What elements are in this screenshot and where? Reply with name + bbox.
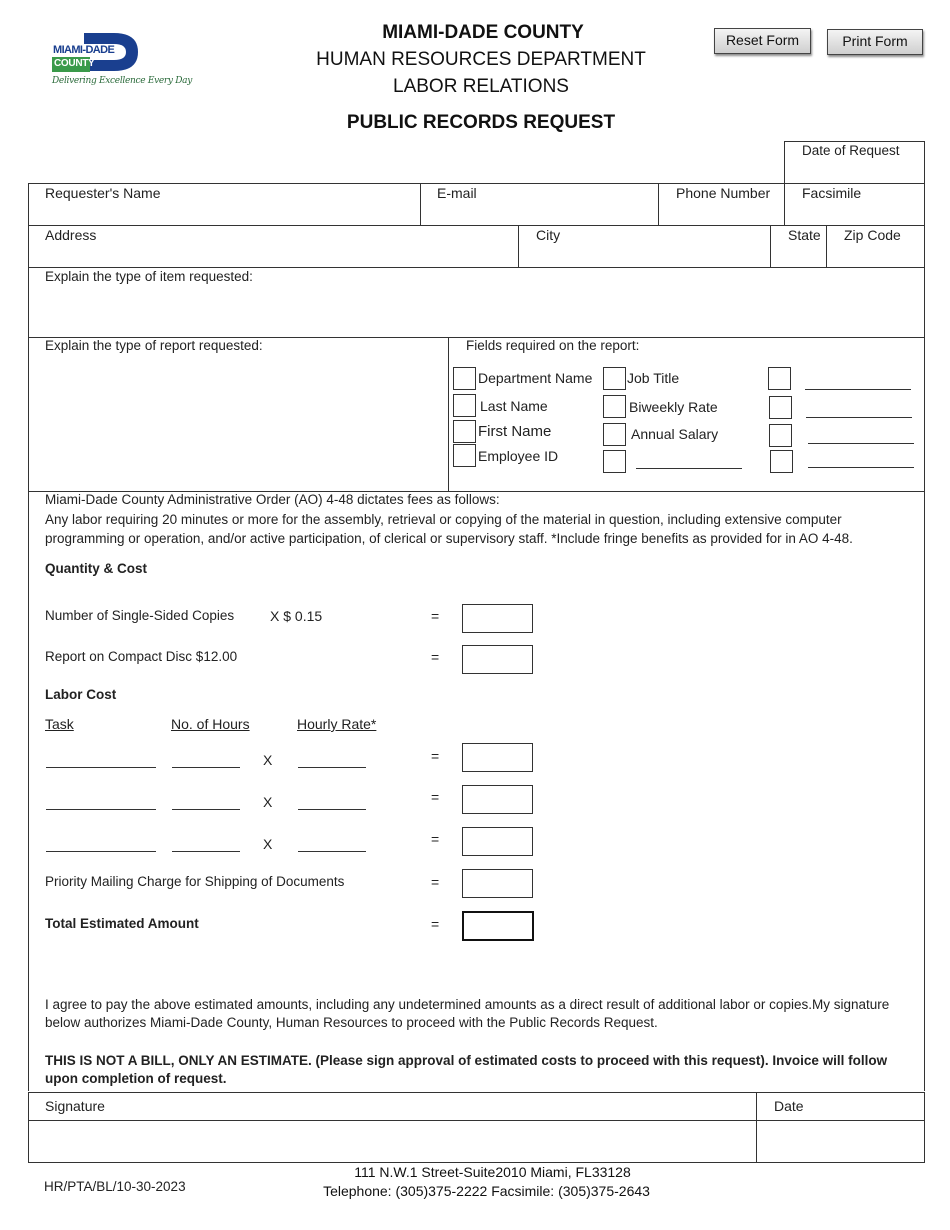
item-requested-label: Explain the type of item requested: (45, 269, 253, 284)
times-sign: X (263, 836, 273, 852)
labor-row-2-amount[interactable] (462, 785, 533, 814)
mailing-charge-amount[interactable] (462, 869, 533, 898)
checkbox-annual-salary[interactable] (603, 423, 626, 446)
zip-label: Zip Code (844, 227, 901, 243)
address-label: Address (45, 227, 97, 243)
facsimile-field[interactable] (786, 203, 923, 223)
single-copies-label: Number of Single-Sided Copies (45, 608, 235, 623)
compact-disc-amount[interactable] (462, 645, 533, 674)
reset-form-button[interactable]: Reset Form (714, 28, 811, 54)
signature-field[interactable] (30, 1122, 754, 1161)
checkbox-employee-id[interactable] (453, 444, 476, 467)
custom-field-5-blank[interactable] (808, 467, 914, 468)
total-estimated-label: Total Estimated Amount (45, 916, 199, 931)
address-field[interactable] (30, 245, 516, 265)
department-name-label: Department Name (478, 370, 593, 386)
equals-sign: = (431, 789, 440, 805)
requester-name-field[interactable] (30, 203, 418, 223)
form-title: PUBLIC RECORDS REQUEST (346, 112, 616, 133)
labor-cost-heading: Labor Cost (45, 687, 117, 702)
task-column-header: Task (45, 716, 74, 732)
equals-sign: = (431, 608, 440, 624)
email-field[interactable] (422, 203, 656, 223)
city-label: City (536, 227, 561, 243)
labor-row-3-task[interactable] (46, 851, 156, 852)
equals-sign: = (431, 874, 440, 890)
quantity-cost-heading: Quantity & Cost (45, 561, 148, 576)
logo-brand-top: MIAMI-DADE (53, 44, 115, 56)
agreement-text: I agree to pay the above estimated amounts, including any undetermined amounts as a direct result of additional labor or copies.My signature below authorizes Miami-Dade County, Human Resources to proceed with the Public Records Request. (45, 997, 890, 1030)
zip-field[interactable] (828, 245, 923, 265)
last-name-label: Last Name (480, 398, 548, 414)
requester-name-label: Requester's Name (45, 185, 161, 201)
times-sign: X (263, 794, 273, 810)
date-of-request-label: Date of Request (802, 143, 900, 158)
labor-row-1-amount[interactable] (462, 743, 533, 772)
employee-id-label: Employee ID (478, 448, 559, 464)
phone-label: Phone Number (676, 185, 771, 201)
city-field[interactable] (520, 245, 768, 265)
labor-row-2-hours[interactable] (172, 809, 240, 810)
footer-address: 111 N.W.1 Street-Suite2010 Miami, FL33128 (354, 1164, 631, 1180)
labor-row-1-rate[interactable] (298, 767, 366, 768)
date-of-request-field[interactable] (786, 160, 923, 182)
phone-field[interactable] (660, 203, 782, 223)
signature-date-label: Date (774, 1098, 804, 1114)
estimate-notice: THIS IS NOT A BILL, ONLY AN ESTIMATE. (Please sign approval of estimated costs to proceed with this request). Invoice will follow upon completion of request. (45, 1053, 888, 1086)
logo-brand-bottom: COUNTY (54, 58, 95, 69)
first-name-label: First Name (478, 423, 552, 440)
checkbox-custom-field-1[interactable] (603, 450, 626, 473)
footer-phones: Telephone: (305)375-2222 Facsimile: (305)375-2643 (323, 1183, 650, 1199)
biweekly-rate-label: Biweekly Rate (629, 399, 718, 415)
equals-sign: = (431, 916, 440, 932)
state-label: State (788, 227, 821, 243)
logo-tagline: Delivering Excellence Every Day (52, 76, 193, 86)
compact-disc-label: Report on Compact Disc $12.00 (45, 649, 238, 664)
copy-rate: X $ 0.15 (270, 608, 323, 624)
checkbox-biweekly-rate[interactable] (603, 395, 626, 418)
checkbox-last-name[interactable] (453, 394, 476, 417)
labor-row-1-task[interactable] (46, 767, 156, 768)
checkbox-custom-field-5[interactable] (770, 450, 793, 473)
equals-sign: = (431, 748, 440, 764)
labor-row-3-amount[interactable] (462, 827, 533, 856)
checkbox-custom-field-4[interactable] (769, 424, 792, 447)
checkbox-first-name[interactable] (453, 420, 476, 443)
checkbox-job-title[interactable] (603, 367, 626, 390)
total-estimated-amount[interactable] (462, 911, 534, 941)
mailing-charge-label: Priority Mailing Charge for Shipping of Documents (45, 874, 345, 889)
labor-row-3-rate[interactable] (298, 851, 366, 852)
checkbox-custom-field-2[interactable] (768, 367, 791, 390)
labor-row-2-task[interactable] (46, 809, 156, 810)
signature-date-field[interactable] (758, 1122, 923, 1161)
print-form-button[interactable]: Print Form (827, 29, 923, 55)
form-code: HR/PTA/BL/10-30-2023 (44, 1179, 186, 1194)
item-requested-field[interactable] (30, 287, 923, 335)
job-title-label: Job Title (627, 370, 680, 386)
checkbox-department-name[interactable] (453, 367, 476, 390)
signature-label: Signature (45, 1098, 105, 1114)
equals-sign: = (431, 831, 440, 847)
annual-salary-label: Annual Salary (631, 426, 719, 442)
labor-note: Any labor requiring 20 minutes or more for the assembly, retrieval or copying of the material in question, including extensive computer programming or operation, and/or active participation, of clerical or supervisory staff. *Include fringe benefits as provided for in AO 4-48. (45, 512, 853, 546)
equals-sign: = (431, 649, 440, 665)
rate-column-header: Hourly Rate* (297, 716, 377, 732)
labor-row-1-hours[interactable] (172, 767, 240, 768)
state-field[interactable] (772, 245, 824, 265)
single-copies-amount[interactable] (462, 604, 533, 633)
labor-row-2-rate[interactable] (298, 809, 366, 810)
facsimile-label: Facsimile (802, 185, 862, 201)
header-division: LABOR RELATIONS (393, 76, 569, 97)
fees-intro: Miami-Dade County Administrative Order (AO) 4-48 dictates fees as follows: (45, 492, 500, 507)
labor-row-3-hours[interactable] (172, 851, 240, 852)
fields-required-label: Fields required on the report: (466, 338, 640, 353)
hours-column-header: No. of Hours (171, 716, 250, 732)
header-county-name: MIAMI-DADE COUNTY (382, 22, 584, 43)
report-requested-field[interactable] (30, 356, 446, 489)
custom-field-3-blank[interactable] (806, 417, 912, 418)
checkbox-custom-field-3[interactable] (769, 396, 792, 419)
custom-field-4-blank[interactable] (808, 443, 914, 444)
custom-field-2-blank[interactable] (805, 389, 911, 390)
report-requested-label: Explain the type of report requested: (45, 338, 263, 353)
times-sign: X (263, 752, 273, 768)
header-department: HUMAN RESOURCES DEPARTMENT (316, 49, 646, 70)
email-label: E-mail (437, 185, 477, 201)
custom-field-1-blank[interactable] (636, 468, 742, 469)
